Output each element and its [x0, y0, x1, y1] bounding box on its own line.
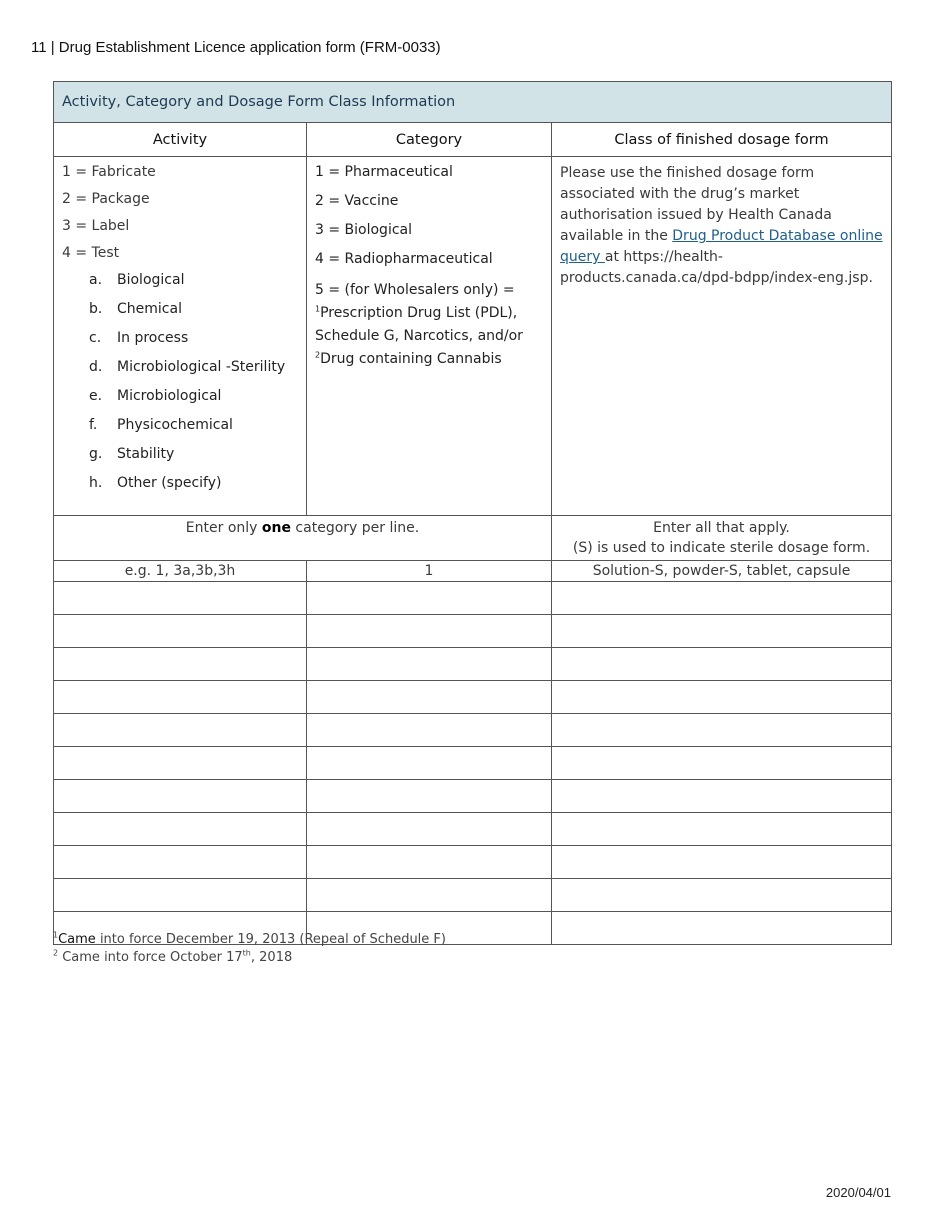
test-type-item: g. Stability: [89, 446, 175, 462]
activity-entry-cell[interactable]: [54, 813, 307, 846]
activity-legend: [54, 157, 307, 516]
example-activity: e.g. 1, 3a,3b,3h: [54, 561, 307, 582]
category-item-wholesalers: 5 = (for Wholesalers only) = $^1$Prescription Drug List (PDL), Schedule G, Narcotics, and/or $^2$Drug containing Cannabis: [315, 282, 523, 367]
dosage-entry-cell[interactable]: [552, 780, 892, 813]
entry-row: [54, 747, 892, 780]
footnotes: [53, 931, 446, 967]
entry-row: [54, 780, 892, 813]
category-entry-cell[interactable]: [307, 615, 552, 648]
test-type-item: h. Other (specify): [89, 475, 222, 491]
category-entry-cell[interactable]: [307, 879, 552, 912]
category-entry-cell[interactable]: [307, 780, 552, 813]
drug-product-database-link[interactable]: Drug Product Database online query: [560, 228, 883, 265]
page-header: 11 | Drug Establishment Licence application form (FRM-0033): [31, 39, 441, 56]
entry-row: [54, 681, 892, 714]
test-type-item: f. Physicochemical: [89, 417, 233, 433]
entry-row: [54, 714, 892, 747]
entry-row: [54, 846, 892, 879]
activity-entry-cell[interactable]: [54, 747, 307, 780]
activity-entry-cell[interactable]: [54, 879, 307, 912]
example-row: [54, 561, 892, 582]
test-type-item: e. Microbiological: [89, 388, 222, 404]
category-item: 3 = Biological: [315, 222, 412, 238]
footnote-1: $^1$Came into force December 19, 2013 (Repeal of Schedule F): [53, 930, 446, 947]
test-type-item: d. Microbiological -Sterility: [89, 359, 286, 375]
test-type-item: c. In process: [89, 330, 189, 346]
activity-entry-cell[interactable]: [54, 582, 307, 615]
column-header-dosage-form: Class of finished dosage form: [552, 123, 892, 157]
category-instruction: Enter only one category per line.: [54, 516, 552, 561]
activity-entry-cell[interactable]: [54, 648, 307, 681]
dosage-entry-cell[interactable]: [552, 648, 892, 681]
column-header-activity: Activity: [54, 123, 307, 157]
entry-row: [54, 582, 892, 615]
category-entry-cell[interactable]: [307, 648, 552, 681]
column-header-category: Category: [307, 123, 552, 157]
category-item: 1 = Pharmaceutical: [315, 164, 453, 180]
activity-entry-cell[interactable]: [54, 714, 307, 747]
test-type-item: b. Chemical: [89, 301, 182, 317]
dosage-form-note: Please use the finished dosage form associated with the drug’s market authorisation issued by Health Canada available in the Drug Product Database online query at https://health-products.canada.ca/dpd-bdpp/index-eng.jsp.: [552, 157, 892, 516]
activity-entry-cell[interactable]: [54, 615, 307, 648]
dosage-entry-cell[interactable]: [552, 846, 892, 879]
entry-row: [54, 615, 892, 648]
dosage-entry-cell[interactable]: [552, 813, 892, 846]
category-item: 2 = Vaccine: [315, 193, 399, 209]
example-category: 1: [307, 561, 552, 582]
category-entry-cell[interactable]: [307, 846, 552, 879]
entry-row: [54, 879, 892, 912]
activity-entry-cell[interactable]: [54, 846, 307, 879]
dosage-entry-cell[interactable]: [552, 879, 892, 912]
dosage-entry-cell[interactable]: [552, 681, 892, 714]
dosage-entry-cell[interactable]: [552, 912, 892, 945]
activity-item: 1 = Fabricate: [62, 164, 156, 180]
example-dosage: Solution-S, powder-S, tablet, capsule: [552, 561, 892, 582]
activity-item: 4 = Test: [62, 245, 120, 261]
category-entry-cell[interactable]: [307, 681, 552, 714]
activity-entry-cell[interactable]: [54, 780, 307, 813]
dosage-instruction: Enter all that apply. (S) is used to indicate sterile dosage form.: [552, 516, 892, 561]
test-type-item: a. Biological: [89, 272, 185, 288]
activity-entry-cell[interactable]: [54, 681, 307, 714]
page-footer-date: 2020/04/01: [825, 1185, 891, 1200]
category-legend: [307, 157, 552, 516]
activity-item: 2 = Package: [62, 191, 150, 207]
category-entry-cell[interactable]: [307, 714, 552, 747]
dosage-entry-cell[interactable]: [552, 747, 892, 780]
activity-item: 3 = Label: [62, 218, 130, 234]
footnote-2: $^2$ Came into force October 17th, 2018: [53, 948, 293, 965]
table-title: Activity, Category and Dosage Form Class Information: [54, 82, 892, 123]
dosage-entry-cell[interactable]: [552, 582, 892, 615]
activity-category-table: [53, 81, 892, 945]
entry-row: [54, 813, 892, 846]
category-item: 4 = Radiopharmaceutical: [315, 251, 493, 267]
dosage-entry-cell[interactable]: [552, 615, 892, 648]
entry-row: [54, 648, 892, 681]
dosage-entry-cell[interactable]: [552, 714, 892, 747]
category-entry-cell[interactable]: [307, 813, 552, 846]
category-entry-cell[interactable]: [307, 582, 552, 615]
category-entry-cell[interactable]: [307, 747, 552, 780]
